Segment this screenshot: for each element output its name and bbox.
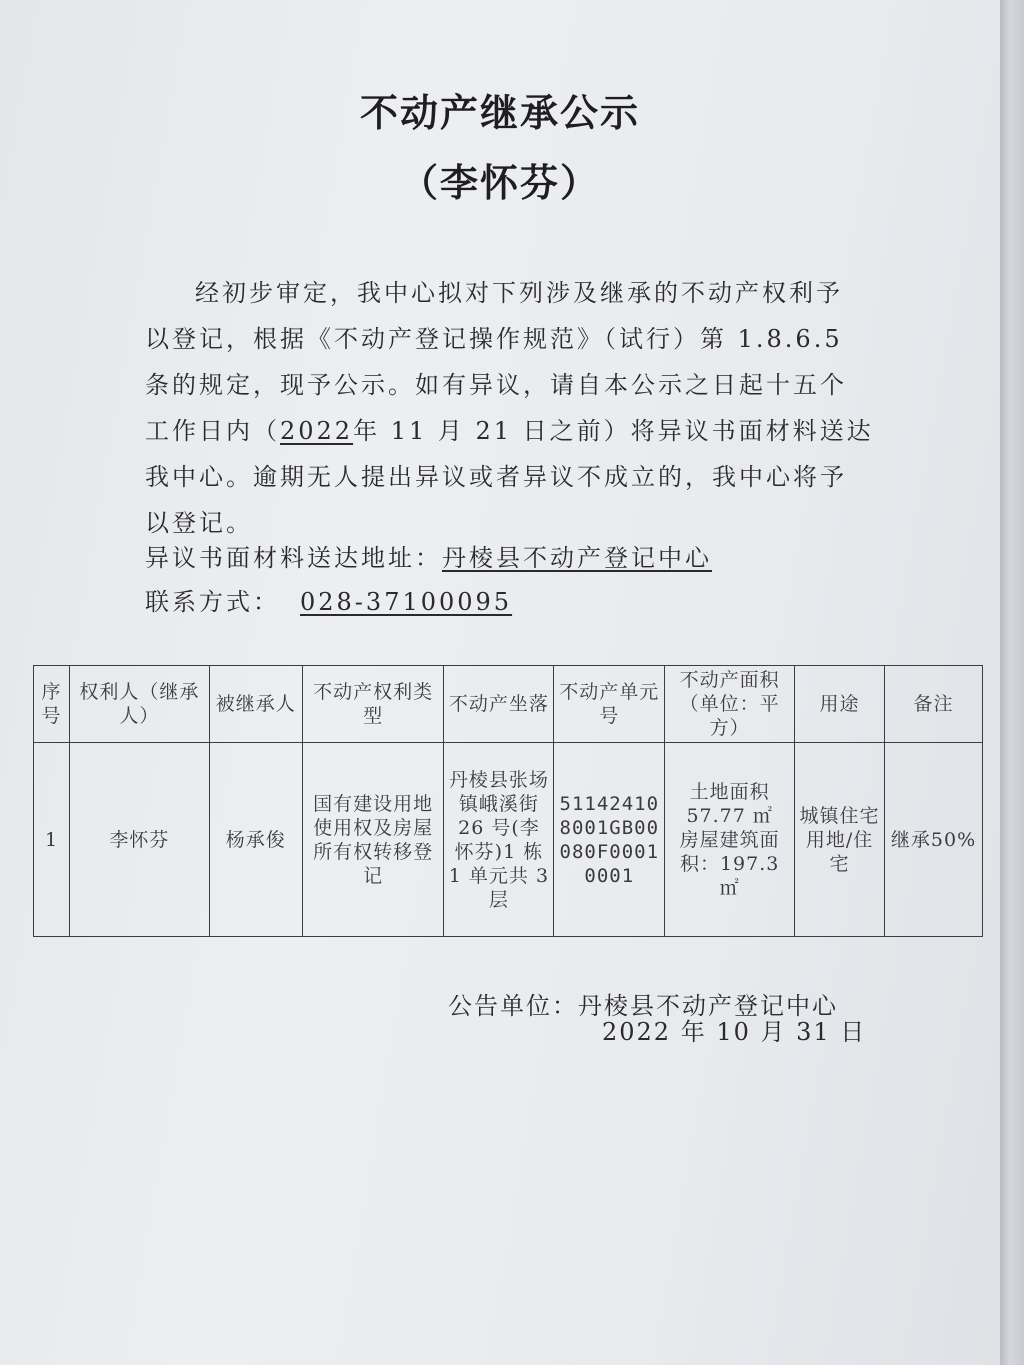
contact-info [145,582,512,617]
cell-location: 丹棱县张场镇峨溪街 26 号(李怀芬)1 栋 1 单元共 3 层 [444,743,554,937]
cell-unit-no: 511424108001GB00080F00010001 [554,743,665,937]
deadline-year: 2022 [280,417,354,445]
paper-background-edge [1000,0,1024,1365]
table-row [34,743,983,937]
building-area: 房屋建筑面积：197.3 ㎡ [679,828,780,899]
cell-holder: 李怀芬 [69,743,209,937]
land-area: 土地面积 57.77 ㎡ [686,780,773,827]
paragraph-line: 我中心。逾期无人提出异议或者异议不成立的，我中心将予 [145,463,847,491]
header-area: 不动产面积（单位：平方） [665,666,795,743]
header-remark: 备注 [885,666,983,743]
cell-remark: 继承50% [885,743,983,937]
header-holder: 权利人（继承人） [69,666,209,743]
header-no: 序号 [34,666,70,743]
cell-deceased: 杨承俊 [209,743,302,937]
cell-right-type: 国有建设用地使用权及房屋所有权转移登记 [302,743,444,937]
paragraph-line [145,408,874,454]
notice-issuer: 公告单位：丹棱县不动产登记中心 [448,992,838,1020]
property-table [33,665,983,937]
objection-address [145,538,712,573]
paragraph-line: 条的规定，现予公示。如有异议，请自本公示之日起十五个 [145,371,847,399]
cell-usage: 城镇住宅用地/住宅 [795,743,885,937]
header-location: 不动产坐落 [444,666,554,743]
notice-body-paragraph [145,270,874,546]
header-usage: 用途 [795,666,885,743]
header-unit-no: 不动产单元号 [554,666,665,743]
contact-label: 联系方式： [145,588,280,616]
notice-subtitle: （李怀芬） [399,161,600,205]
table-header-row [34,666,983,743]
address-label: 异议书面材料送达地址： [145,544,442,572]
cell-area [665,743,795,937]
paragraph-line: 以登记，根据《不动产登记操作规范》（试行）第 1.8.6.5 [145,325,843,353]
paragraph-line: 经初步审定，我中心拟对下列涉及继承的不动产权利予 [195,279,843,307]
header-deceased: 被继承人 [209,666,302,743]
address-value: 丹棱县不动产登记中心 [442,544,712,572]
contact-phone: 028-37100095 [300,588,513,616]
cell-no: 1 [34,743,70,937]
paragraph-text: 年 11 月 21 日之前）将异议书面材料送达 [353,417,874,445]
notice-title: 不动产继承公示 [359,91,640,135]
paragraph-text: 工作日内（ [145,417,280,445]
header-right-type: 不动产权利类型 [302,666,444,743]
notice-date: 2022 年 10 月 31 日 [602,1018,867,1046]
paragraph-line: 以登记。 [145,509,253,537]
